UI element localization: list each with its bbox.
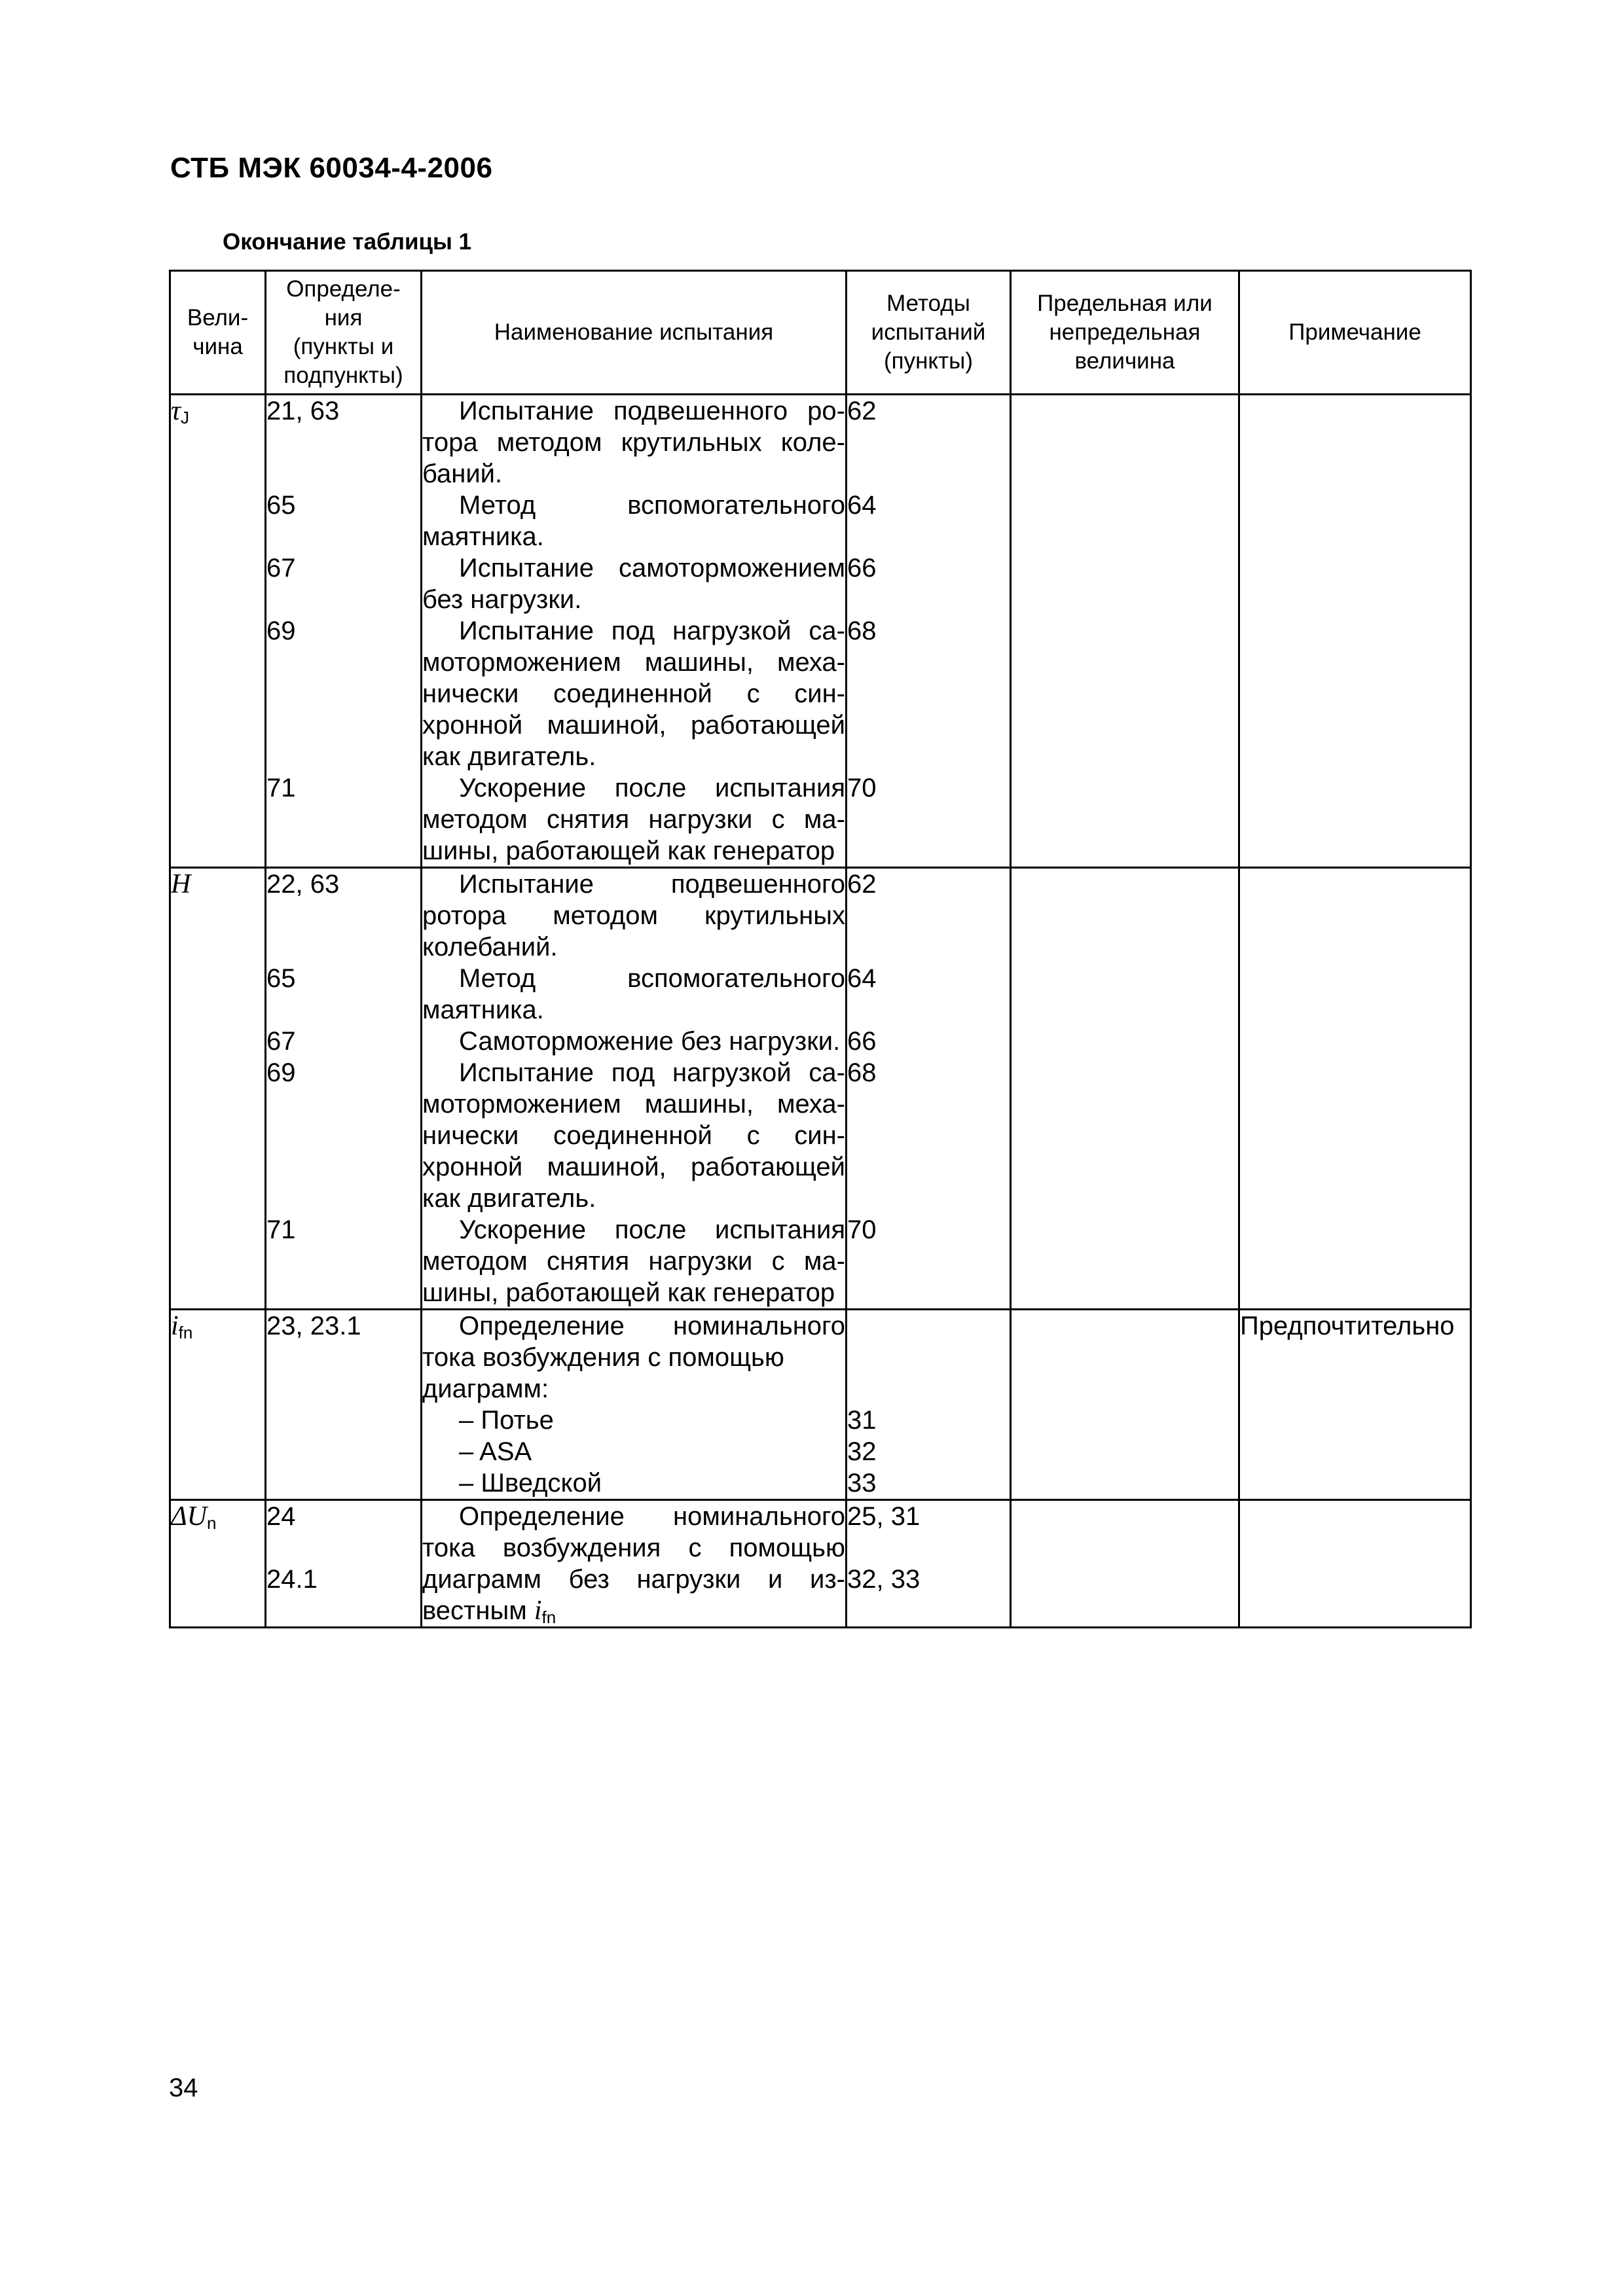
quantity-cell: H: [170, 868, 266, 1310]
note-cell: [1239, 868, 1471, 1310]
methods-cell: 31 32 33: [847, 1310, 1011, 1500]
test-name-cell: Определение номинального тока возбуждения с помощью диаграмм: – Потье – ASA – Шведской: [422, 1310, 847, 1500]
quantity-cell: $\Delta U_n$: [170, 1500, 266, 1628]
page-number: 34: [169, 2073, 198, 2102]
table-row: [170, 868, 1471, 1310]
limit-cell: [1011, 1500, 1239, 1628]
table-row: [170, 395, 1471, 868]
test-name-cell: Испытание подвешенного ро- тора методом крутильных коле- баний. Метод вспомогательного маятника. Испытание самоторможением без нагрузки. Испытание под нагрузкой са- моторможением машины, меха- нически соединенной с син- хронной машиной, работающей как двигатель. Ускорение после испытания методом снятия нагрузки с ма- шины, работающей как генератор: [422, 395, 847, 868]
header-limit: Предельная или непредельная величина: [1011, 271, 1239, 395]
table-row: [170, 1500, 1471, 1628]
methods-cell: 62 64 66 68 70: [847, 395, 1011, 868]
header-methods: Методы испытаний (пункты): [847, 271, 1011, 395]
note-cell: [1239, 395, 1471, 868]
header-quantity: Вели- чина: [170, 271, 266, 395]
table-header-row: [170, 271, 1471, 395]
standard-code: СТБ МЭК 60034-4-2006: [170, 152, 493, 184]
quantity-cell: $i_{fn}$: [170, 1310, 266, 1500]
note-cell: [1239, 1500, 1471, 1628]
table-row: [170, 1310, 1471, 1500]
test-methods-table: [169, 270, 1472, 1628]
note-cell: Предпочтительно: [1239, 1310, 1471, 1500]
limit-cell: [1011, 1310, 1239, 1500]
table-caption: Окончание таблицы 1: [223, 229, 472, 255]
header-definition: Определе- ния (пункты и подпункты): [266, 271, 422, 395]
definition-cell: 22, 63 65 67 69 71: [266, 868, 422, 1310]
header-note: Примечание: [1239, 271, 1471, 395]
limit-cell: [1011, 395, 1239, 868]
methods-cell: 62 64 66 68 70: [847, 868, 1011, 1310]
header-test-name: Наименование испытания: [422, 271, 847, 395]
test-name-cell: Испытание подвешенного ротора методом крутильных колебаний. Метод вспомогательного маятника. Самоторможение без нагрузки. Испытание под нагрузкой са- моторможением машины, меха- нически соединенной с син- хронной машиной, работающей как двигатель. Ускорение после испытания методом снятия нагрузки с ма- шины, работающей как генератор: [422, 868, 847, 1310]
definition-cell: 24 24.1: [266, 1500, 422, 1628]
quantity-cell: $\tau_J$: [170, 395, 266, 868]
definition-cell: 23, 23.1: [266, 1310, 422, 1500]
limit-cell: [1011, 868, 1239, 1310]
methods-cell: 25, 31 32, 33: [847, 1500, 1011, 1628]
definition-cell: 21, 63 65 67 69 71: [266, 395, 422, 868]
test-name-cell: Определение номинального тока возбуждения с помощью диаграмм без нагрузки и из- вестным $i_{fn}$: [422, 1500, 847, 1628]
